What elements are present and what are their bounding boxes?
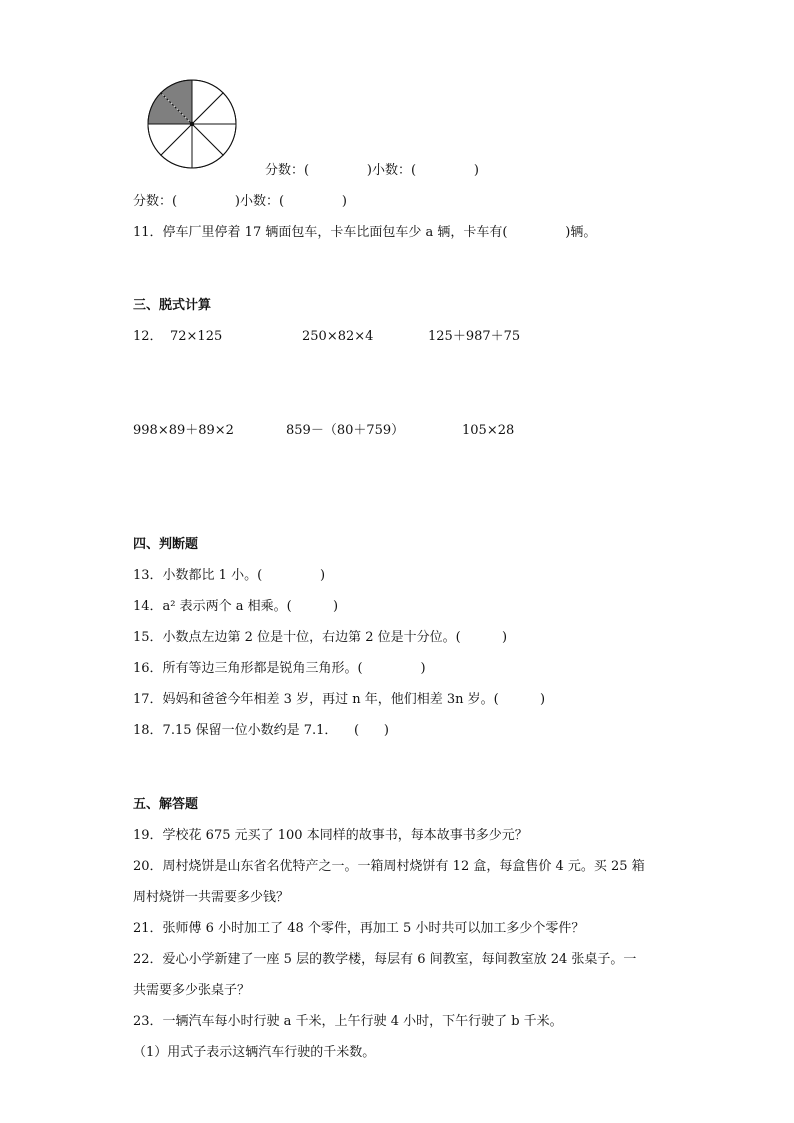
judgement-16: 16．所有等边三角形都是锐角三角形。( ) xyxy=(133,661,426,676)
expression-6: 105×28 xyxy=(462,423,515,438)
question-12-label: 12． xyxy=(133,329,163,344)
judgement-17: 17．妈妈和爸爸今年相差 3 岁，再过 n 年，他们相差 3n 岁。( ) xyxy=(133,692,546,707)
problem-23: 23．一辆汽车每小时行驶 a 千米，上午行驶 4 小时，下午行驶了 b 千米。 xyxy=(133,1014,563,1029)
problem-19: 19．学校花 675 元买了 100 本同样的故事书，每本故事书多少元？ xyxy=(133,828,528,843)
expression-4: 998×89＋89×2 xyxy=(133,423,234,438)
problem-20-line-2: 周村烧饼一共需要多少钱？ xyxy=(133,890,290,905)
judgement-13: 13．小数都比 1 小。( ) xyxy=(133,568,326,583)
judgement-18: 18．7.15 保留一位小数约是 7.1． ( ) xyxy=(133,723,389,738)
section-4-title: 四、判断题 xyxy=(133,537,199,552)
problem-21: 21．张师傅 6 小时加工了 48 个零件，再加工 5 小时共可以加工多少个零件？ xyxy=(133,921,585,936)
section-5-title: 五、解答题 xyxy=(133,797,199,812)
expression-2: 250×82×4 xyxy=(302,329,374,344)
problem-22-line-2: 共需要多少张桌子？ xyxy=(133,983,251,998)
judgement-15: 15．小数点左边第 2 位是十位，右边第 2 位是十分位。( ) xyxy=(133,630,508,645)
pie-center-dot xyxy=(190,122,194,126)
judgement-14: 14．a² 表示两个 a 相乘。( ) xyxy=(133,599,339,614)
pie-fraction-figure xyxy=(146,78,242,174)
expression-1: 72×125 xyxy=(170,329,223,344)
pie-caption: 分数：( )小数：( ) xyxy=(265,163,479,178)
question-11: 11．停车厂里停着 17 辆面包车，卡车比面包车少 a 辆，卡车有( )辆。 xyxy=(133,225,597,240)
expression-3: 125＋987＋75 xyxy=(428,329,521,344)
question-10-answer: 分数：( )小数：( ) xyxy=(133,194,347,209)
problem-22-line-1: 22．爱心小学新建了一座 5 层的教学楼，每层有 6 间教室，每间教室放 24 张桌子。一 xyxy=(133,952,637,967)
section-3-title: 三、脱式计算 xyxy=(133,298,212,313)
expression-5: 859－（80＋759） xyxy=(286,423,405,438)
problem-20-line-1: 20．周村烧饼是山东省名优特产之一。一箱周村烧饼有 12 盒，每盒售价 4 元。买 25 箱 xyxy=(133,859,645,874)
problem-23-part-1: （1）用式子表示这辆汽车行驶的千米数。 xyxy=(133,1045,376,1060)
